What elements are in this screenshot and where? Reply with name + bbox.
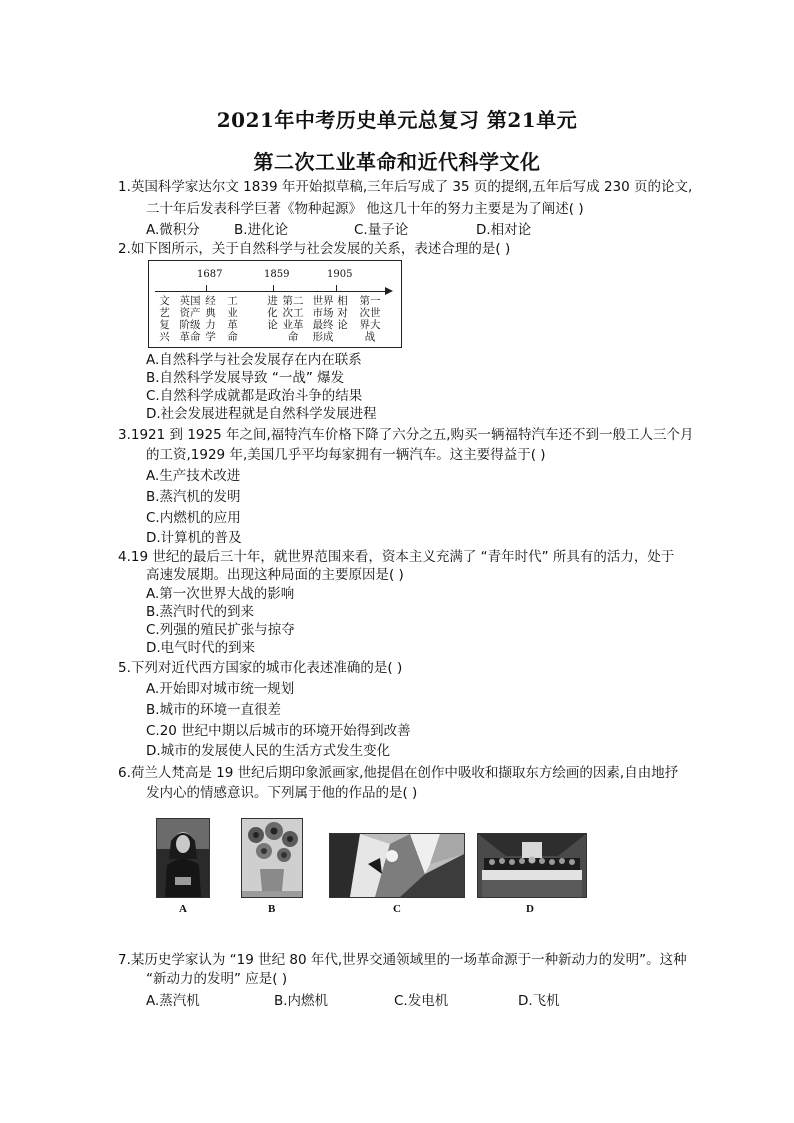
question-7-stem-line1: 7.某历史学家认为 “19 世纪 80 年代,世界交通领域里的一场革命源于一种新动力的发明”。这种	[118, 952, 687, 968]
timeline-label-evolution: 进化论	[267, 295, 278, 331]
question-4-option-b[interactable]: B.蒸汽时代的到来	[146, 604, 255, 620]
timeline-year-3: 1905	[327, 269, 353, 280]
question-3-stem-line2: 的工资,1929 年,美国几乎平均每家拥有一辆汽车。这主要得益于( )	[146, 447, 546, 463]
timeline-tick	[336, 285, 337, 291]
question-7-option-b[interactable]: B.内燃机	[274, 993, 329, 1009]
question-4-option-d[interactable]: D.电气时代的到来	[146, 640, 256, 656]
timeline-year-2: 1859	[264, 269, 290, 280]
timeline-tick	[273, 285, 274, 291]
question-5-stem: 5.下列对近代西方国家的城市化表述准确的是( )	[118, 660, 403, 676]
question-4-stem-line1: 4.19 世纪的最后三十年，就世界范围来看，资本主义充满了 “青年时代” 所具有的活力，处于	[118, 549, 675, 565]
timeline-label-world-market: 世界市场最终形成	[312, 295, 334, 343]
question-2-option-b[interactable]: B.自然科学发展导致 “一战” 爆发	[146, 370, 345, 386]
page-title: 2021年中考历史单元总复习 第21单元	[216, 108, 578, 132]
question-2-option-d[interactable]: D.社会发展进程就是自然科学发展进程	[146, 406, 377, 422]
question-1-stem-line2: 二十年后发表科学巨著《物种起源》 他这几十年的努力主要是为了阐述( )	[146, 201, 584, 217]
timeline-year-1: 1687	[197, 269, 223, 280]
question-4-option-a[interactable]: A.第一次世界大战的影响	[146, 586, 295, 602]
timeline-label-relativity: 相对论	[337, 295, 348, 331]
painting-b-sunflowers[interactable]	[241, 818, 303, 898]
question-3-stem-line1: 3.1921 到 1925 年之间,福特汽车价格下降了六分之五,购买一辆福特汽车还不到一般工人三个月	[118, 427, 694, 443]
painting-d-last-supper[interactable]	[477, 833, 587, 898]
page-subtitle: 第二次工业革命和近代科学文化	[253, 150, 541, 174]
timeline-tick	[206, 285, 207, 291]
question-1-option-a[interactable]: A.微积分	[146, 222, 200, 238]
painting-d-label: D	[526, 903, 534, 915]
timeline-axis	[155, 291, 387, 292]
timeline-label-industrial-revolution: 工业革命	[227, 295, 238, 343]
question-3-option-d[interactable]: D.计算机的普及	[146, 530, 242, 546]
question-7-option-a[interactable]: A.蒸汽机	[146, 993, 200, 1009]
timeline-label-renaissance: 文艺复兴	[159, 295, 170, 343]
question-5-option-a[interactable]: A.开始即对城市统一规划	[146, 681, 295, 697]
timeline-label-classical-mechanics: 经典力学	[205, 295, 216, 343]
question-1-option-b[interactable]: B.进化论	[234, 222, 289, 238]
question-5-option-c[interactable]: C.20 世纪中期以后城市的环境开始得到改善	[146, 723, 411, 739]
timeline-label-second-industrial-revolution: 第二次工业革命	[282, 295, 304, 343]
question-4-stem-line2: 高速发展期。出现这种局面的主要原因是( )	[146, 567, 404, 583]
question-2-option-c[interactable]: C.自然科学成就都是政治斗争的结果	[146, 388, 363, 404]
question-7-option-c[interactable]: C.发电机	[394, 993, 449, 1009]
question-1-stem-line1: 1.英国科学家达尔文 1839 年开始拟草稿,三年后写成了 35 页的提纲,五年后写成 230 页的论文,	[118, 179, 693, 195]
timeline-label-world-war-1: 第一次世界大战	[359, 295, 381, 343]
timeline-arrow-icon	[385, 287, 393, 295]
question-3-option-c[interactable]: C.内燃机的应用	[146, 510, 241, 526]
question-2-option-a[interactable]: A.自然科学与社会发展存在内在联系	[146, 352, 362, 368]
question-6-stem-line2: 发内心的情感意识。下列属于他的作品的是( )	[146, 785, 418, 801]
timeline-label-english-revolution: 英国资产阶级革命	[179, 295, 201, 343]
painting-c-cubist-mural[interactable]	[329, 833, 465, 898]
painting-a-portrait[interactable]	[156, 818, 210, 898]
painting-c-label: C	[393, 903, 401, 915]
question-2-stem: 2.如下图所示，关于自然科学与社会发展的关系，表述合理的是( )	[118, 241, 511, 257]
question-1-option-d[interactable]: D.相对论	[476, 222, 532, 238]
painting-a-label: A	[179, 903, 187, 915]
question-5-option-b[interactable]: B.城市的环境一直很差	[146, 702, 282, 718]
question-6-stem-line1: 6.荷兰人梵高是 19 世纪后期印象派画家,他提倡在创作中吸收和撷取东方绘画的因素,自由地抒	[118, 765, 679, 781]
question-1-option-c[interactable]: C.量子论	[354, 222, 409, 238]
painting-b-label: B	[268, 903, 276, 915]
question-3-option-a[interactable]: A.生产技术改进	[146, 468, 241, 484]
question-5-option-d[interactable]: D.城市的发展使人民的生活方式发生变化	[146, 743, 391, 759]
question-7-option-d[interactable]: D.飞机	[518, 993, 560, 1009]
timeline-diagram	[148, 260, 402, 348]
question-4-option-c[interactable]: C.列强的殖民扩张与掠夺	[146, 622, 295, 638]
question-7-stem-line2: “新动力的发明” 应是( )	[146, 971, 288, 987]
question-3-option-b[interactable]: B.蒸汽机的发明	[146, 489, 241, 505]
